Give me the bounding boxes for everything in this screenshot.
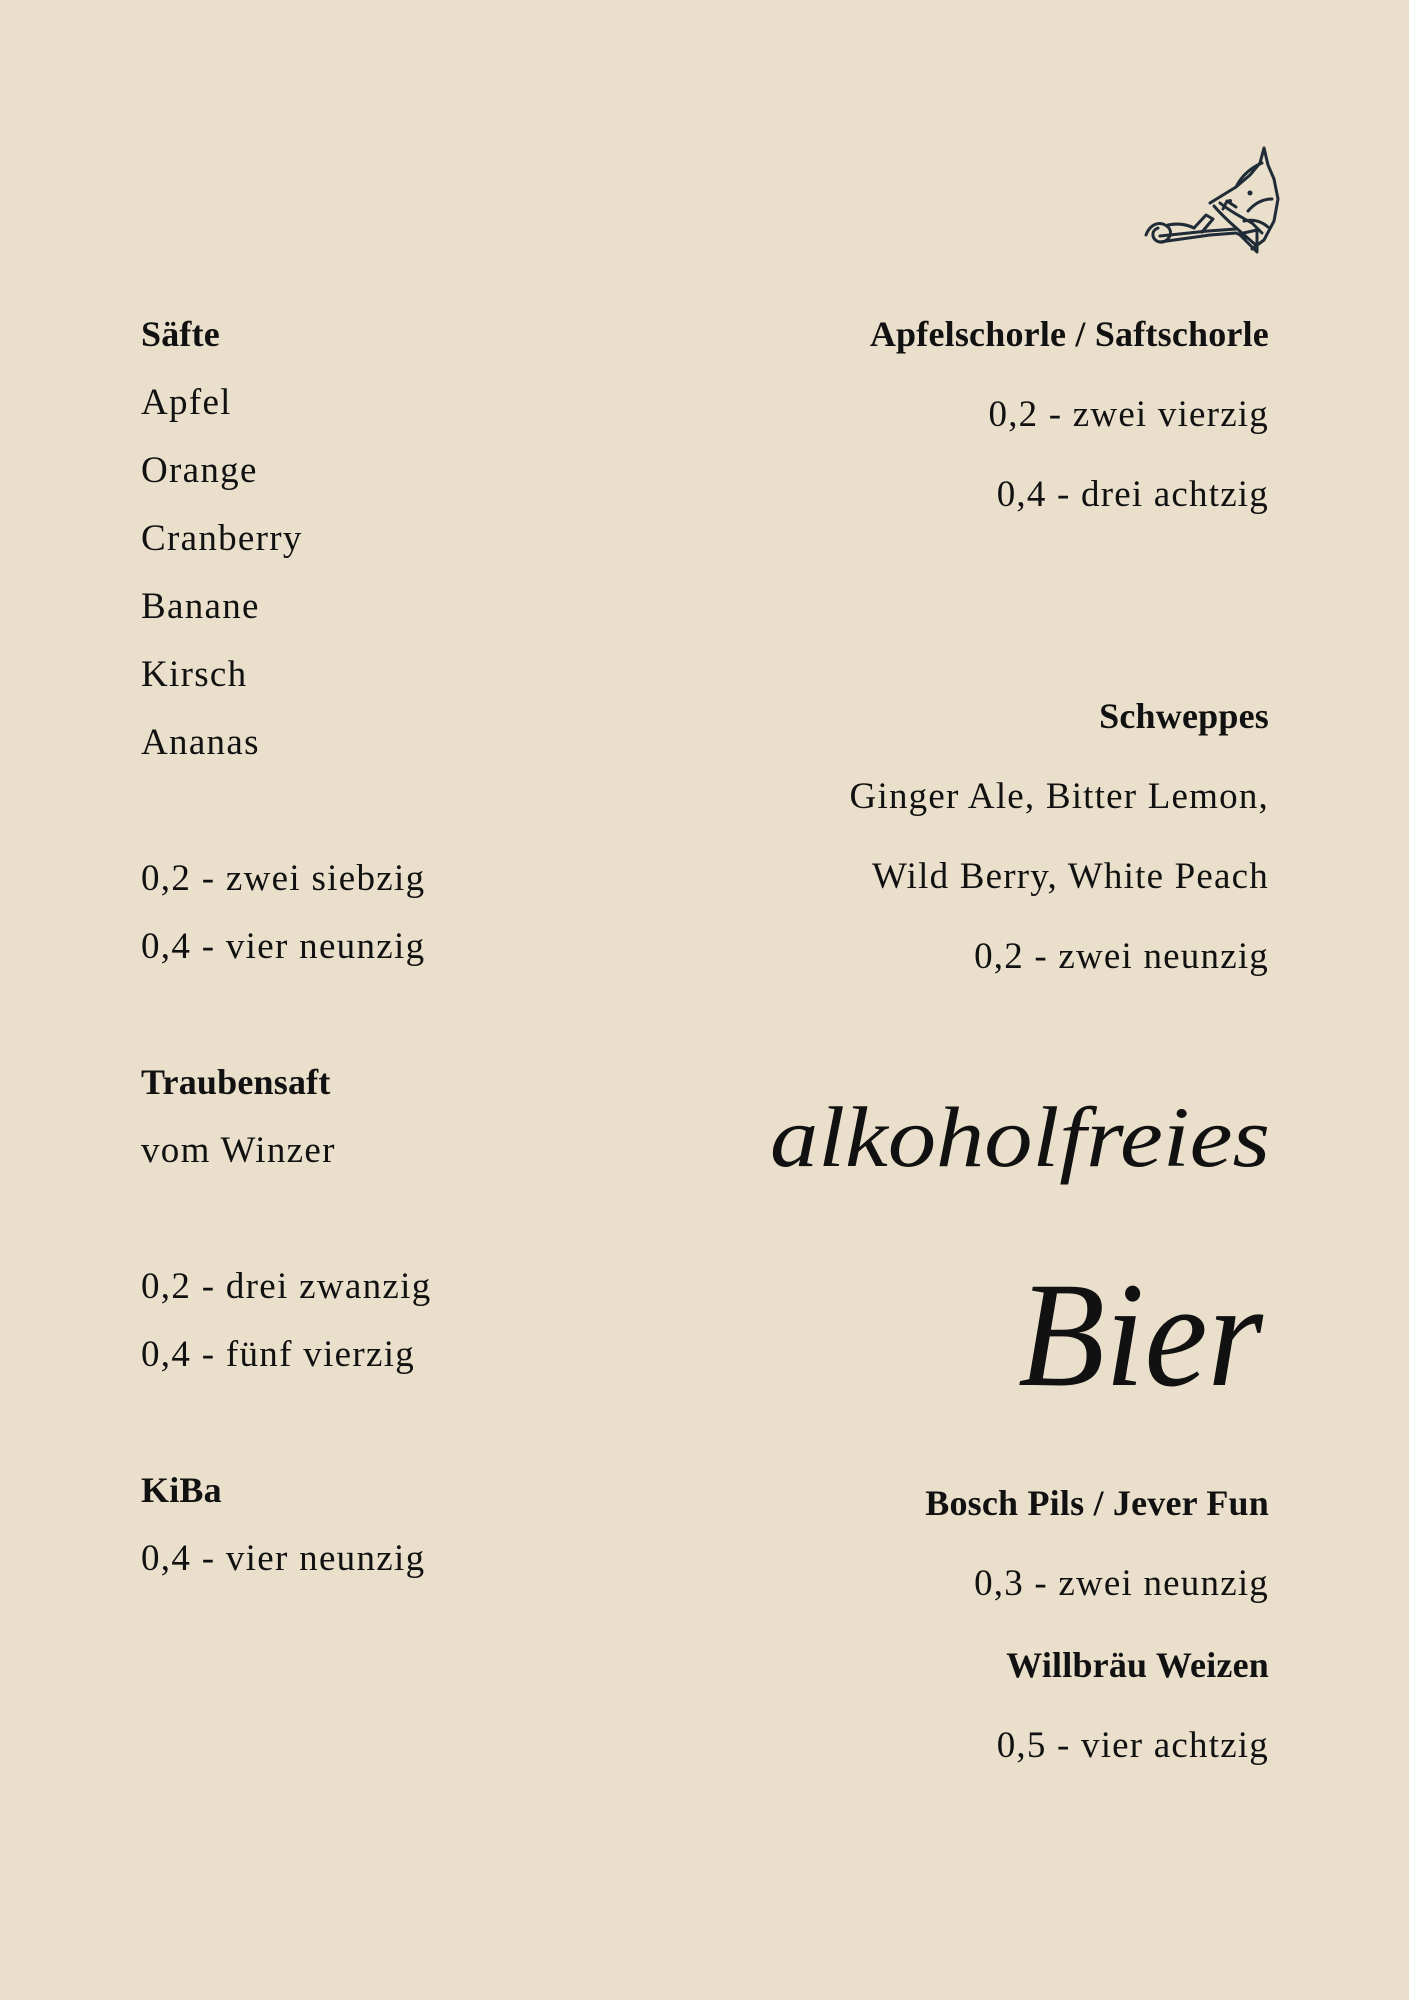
fox-horn-logo-icon	[1140, 145, 1280, 260]
saefte-item-orange: Orange	[141, 450, 258, 491]
schweppes-price-02: 0,2 - zwei neunzig	[974, 936, 1269, 977]
script-title-line-1	[730, 1070, 1290, 1190]
script-title-text-1: alkoholfreies	[770, 1089, 1270, 1185]
schorle-price-04: 0,4 - drei achtzig	[996, 474, 1269, 515]
saefte-price-04: 0,4 - vier neunzig	[141, 926, 426, 967]
bier-item-2: Willbräu Weizen	[1006, 1645, 1269, 1685]
saefte-item-banane: Banane	[141, 586, 260, 627]
bier-price-1: 0,3 - zwei neunzig	[974, 1563, 1269, 1604]
saefte-item-cranberry: Cranberry	[141, 518, 303, 559]
bier-price-2: 0,5 - vier achtzig	[996, 1725, 1269, 1766]
saefte-price-02: 0,2 - zwei siebzig	[141, 858, 426, 899]
saefte-item-kirsch: Kirsch	[141, 654, 248, 695]
schweppes-flavors-line-2: Wild Berry, White Peach	[871, 856, 1269, 897]
schorle-price-02: 0,2 - zwei vierzig	[988, 394, 1269, 435]
traubensaft-price-04: 0,4 - fünf vierzig	[141, 1334, 416, 1375]
kiba-price-04: 0,4 - vier neunzig	[141, 1538, 426, 1579]
saefte-heading: Säfte	[141, 314, 220, 354]
schweppes-flavors-line-1: Ginger Ale, Bitter Lemon,	[849, 776, 1269, 817]
kiba-heading: KiBa	[141, 1470, 222, 1510]
schweppes-heading: Schweppes	[1099, 696, 1269, 736]
saefte-item-ananas: Ananas	[141, 722, 260, 763]
traubensaft-heading: Traubensaft	[141, 1062, 331, 1102]
bier-item-1: Bosch Pils / Jever Fun	[925, 1483, 1269, 1523]
traubensaft-price-02: 0,2 - drei zwanzig	[141, 1266, 432, 1307]
saefte-item-apfel: Apfel	[141, 382, 232, 423]
script-title-line-2	[985, 1225, 1285, 1425]
schorle-heading: Apfelschorle / Saftschorle	[869, 314, 1269, 354]
script-title-text-2: Bier	[1018, 1252, 1264, 1418]
traubensaft-subtitle: vom Winzer	[141, 1130, 336, 1171]
